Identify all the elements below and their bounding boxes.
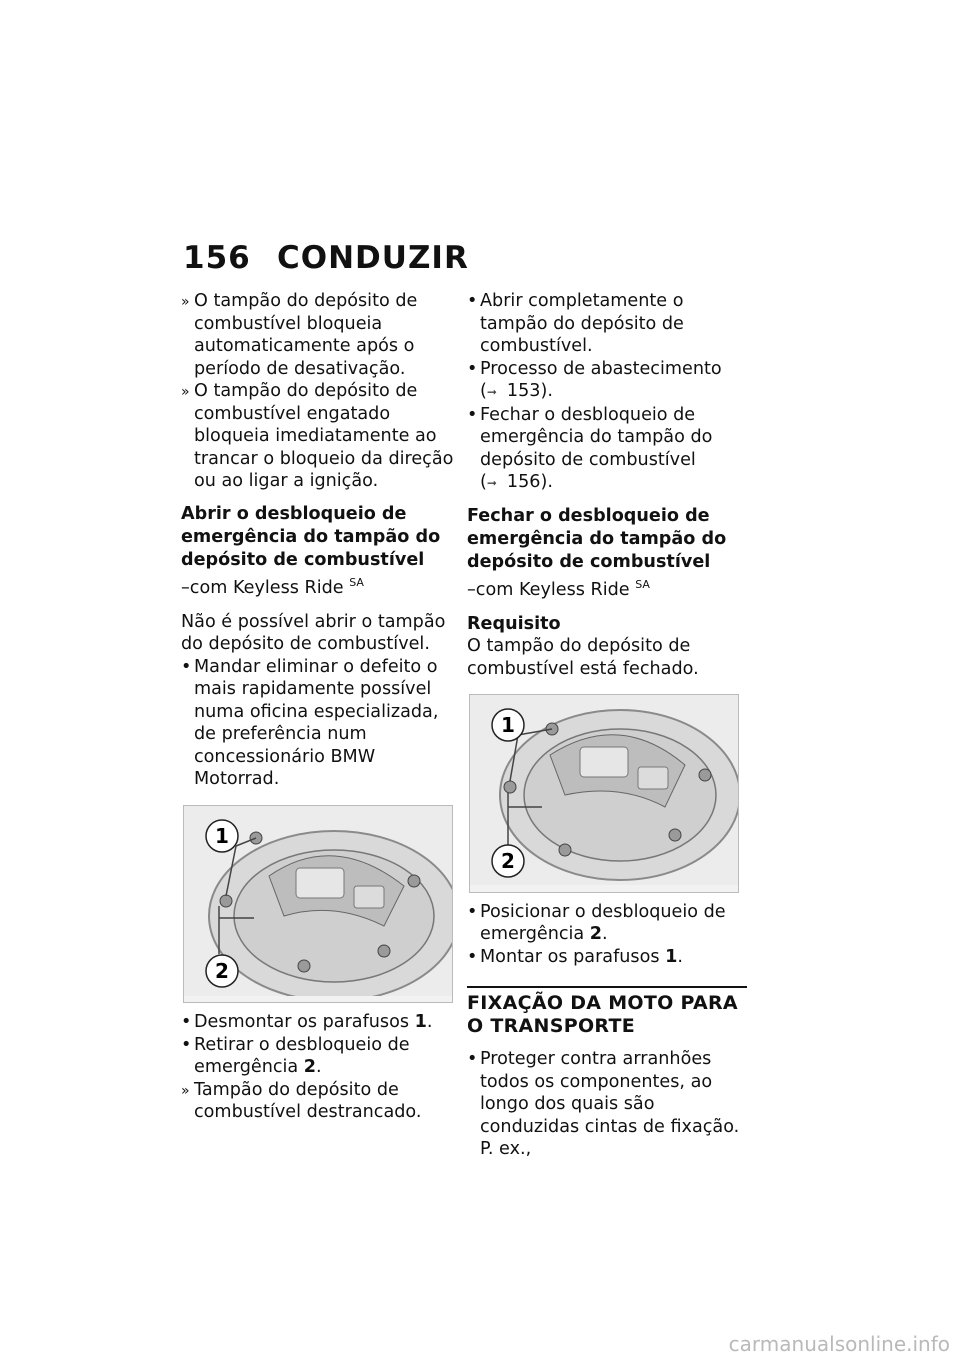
bullet-item: • Montar os parafusos 1. xyxy=(467,946,747,969)
section-title: FIXAÇÃO DA MOTO PARA O TRANSPORTE xyxy=(467,986,747,1038)
bullet-item: • Fechar o desbloqueio de emergência do tampão do depósito de combustível (➞ 156). xyxy=(467,404,747,495)
left-column xyxy=(181,290,461,1124)
equipment-note: –com Keyless Ride $^{SA}$ xyxy=(467,577,650,600)
bullet-item: • Abrir completamente o tampão do depósito de combustível. xyxy=(467,290,747,358)
fuel-cap-figure xyxy=(469,694,739,893)
figure-label-1: 1 xyxy=(501,713,515,738)
page-reference-icon[interactable]: ➞ xyxy=(486,476,497,490)
fuel-cap-illustration-icon xyxy=(470,695,738,885)
watermark: carmanualsonline.info xyxy=(728,1332,950,1356)
bullet-item: • Retirar o desbloqueio de emergência 2. xyxy=(181,1034,461,1079)
bullet-icon xyxy=(467,1048,477,1071)
bullet-icon xyxy=(467,404,477,427)
sa-badge: SA xyxy=(349,575,364,589)
result-marker-icon xyxy=(181,380,190,404)
page-number: 156 xyxy=(183,240,251,276)
figure-label-2: 2 xyxy=(501,849,515,874)
bullet-item: • Desmontar os parafusos 1. xyxy=(181,1011,461,1034)
figure-label-1: 1 xyxy=(215,823,229,848)
page-header xyxy=(183,240,469,276)
result-item: » Tampão do depósito de combustível destrancado. xyxy=(181,1079,461,1124)
figure-label-2: 2 xyxy=(215,958,229,983)
bullet-icon xyxy=(467,290,477,313)
equipment-note: –com Keyless Ride $^{SA}$ xyxy=(181,575,364,598)
bullet-item: • Posicionar o desbloqueio de emergência 2. xyxy=(467,901,747,946)
section-heading: Abrir o desbloqueio de emergência do tampão do depósito de combustível xyxy=(181,503,441,570)
page-reference-link[interactable]: 153). xyxy=(506,381,553,401)
right-column xyxy=(467,290,747,1161)
bullet-icon xyxy=(181,1011,191,1034)
result-marker-icon xyxy=(181,290,190,314)
bullet-icon xyxy=(467,358,477,381)
page-reference-link[interactable]: 156). xyxy=(506,472,553,492)
bullet-item: • Processo de abastecimento (➞ 153). xyxy=(467,358,747,404)
chapter-title: CONDUZIR xyxy=(277,240,469,276)
fuel-cap-illustration-icon xyxy=(184,806,452,996)
bullet-item: • Proteger contra arranhões todos os componentes, ao longo dos quais são conduzidas cintas de fixação. P. ex., xyxy=(467,1048,747,1161)
sa-badge: SA xyxy=(635,577,650,591)
requirement-title: Requisito xyxy=(467,613,561,634)
bullet-icon xyxy=(467,946,477,969)
bullet-icon xyxy=(181,656,191,679)
requirement-text: O tampão do depósito de combustível está fechado. xyxy=(467,636,699,679)
paragraph: Não é possível abrir o tampão do depósito de combustível. xyxy=(181,611,446,655)
section-heading: Fechar o desbloqueio de emergência do tampão do depósito de combustível xyxy=(467,505,727,572)
page-reference-icon[interactable]: ➞ xyxy=(486,385,497,399)
bullet-icon xyxy=(467,901,477,924)
result-item: » O tampão do depósito de combustível bloqueia automaticamente após o período de desativação. xyxy=(181,290,461,380)
result-item: » O tampão do depósito de combustível engatado bloqueia imediatamente ao trancar o bloqueio da direção ou ao ligar a ignição. xyxy=(181,380,461,493)
bullet-icon xyxy=(181,1034,191,1057)
result-marker-icon xyxy=(181,1079,190,1103)
bullet-item: • Mandar eliminar o defeito o mais rapidamente possível numa oficina especializada, de preferência num concessionário BMW Motorrad. xyxy=(181,656,461,791)
fuel-cap-figure xyxy=(183,805,453,1004)
